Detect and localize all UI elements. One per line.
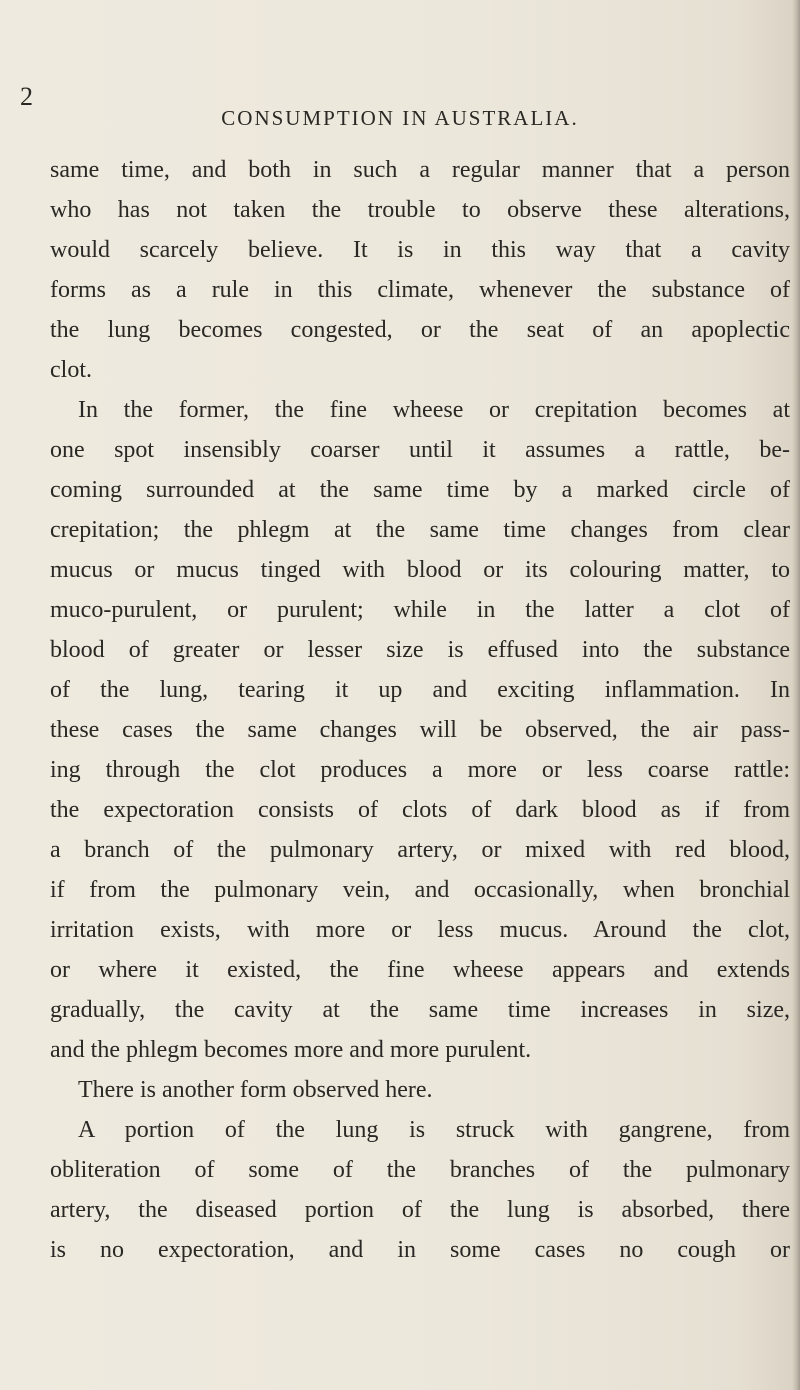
text-line: obliteration of some of the branches of the pulmonary [50,1157,790,1183]
page-number: 2 [20,82,33,111]
text-line: these cases the same changes will be observed, the air pass- [50,717,790,743]
text-line: or where it existed, the fine wheese appears and extends [50,957,790,983]
text-line: is no expectoration, and in some cases no cough or [50,1237,790,1263]
text-line: ing through the clot produces a more or less coarse rattle: [50,757,790,783]
text-line: crepitation; the phlegm at the same time changes from clear [50,517,790,543]
text-line: if from the pulmonary vein, and occasionally, when bronchial [50,877,790,903]
text-line: irritation exists, with more or less mucus. Around the clot, [50,917,790,943]
text-line: clot. [50,357,92,383]
text-line: of the lung, tearing it up and exciting inflammation. In [50,677,790,703]
running-head: CONSUMPTION IN AUSTRALIA. [221,106,579,130]
text-line: artery, the diseased portion of the lung is absorbed, there [50,1197,790,1223]
text-line: same time, and both in such a regular manner that a person [50,157,790,183]
text-line: one spot insensibly coarser until it assumes a rattle, be- [50,437,790,463]
text-line: would scarcely believe. It is in this way that a cavity [50,237,790,263]
text-line: coming surrounded at the same time by a marked circle of [50,477,790,503]
text-line: muco-purulent, or purulent; while in the latter a clot of [50,597,790,623]
text-line: gradually, the cavity at the same time increases in size, [50,997,790,1023]
text-line: mucus or mucus tinged with blood or its colouring matter, to [50,557,790,583]
paragraph-start-line: A portion of the lung is struck with gangrene, from [78,1117,790,1143]
text-line: and the phlegm becomes more and more purulent. [50,1037,532,1063]
text-line: blood of greater or lesser size is effused into the substance [50,637,790,663]
body-text [50,150,790,1270]
text-line: the lung becomes congested, or the seat of an apoplectic [50,317,790,343]
text-line: a branch of the pulmonary artery, or mixed with red blood, [50,837,790,863]
text-line: who has not taken the trouble to observe these alterations, [50,197,790,223]
paragraph-start-line: In the former, the fine wheese or crepitation becomes at [78,397,790,423]
page-edge-shadow [792,0,800,1390]
text-line: forms as a rule in this climate, whenever the substance of [50,277,790,303]
paragraph-start-line: There is another form observed here. [78,1077,433,1103]
text-line: the expectoration consists of clots of dark blood as if from [50,797,790,823]
